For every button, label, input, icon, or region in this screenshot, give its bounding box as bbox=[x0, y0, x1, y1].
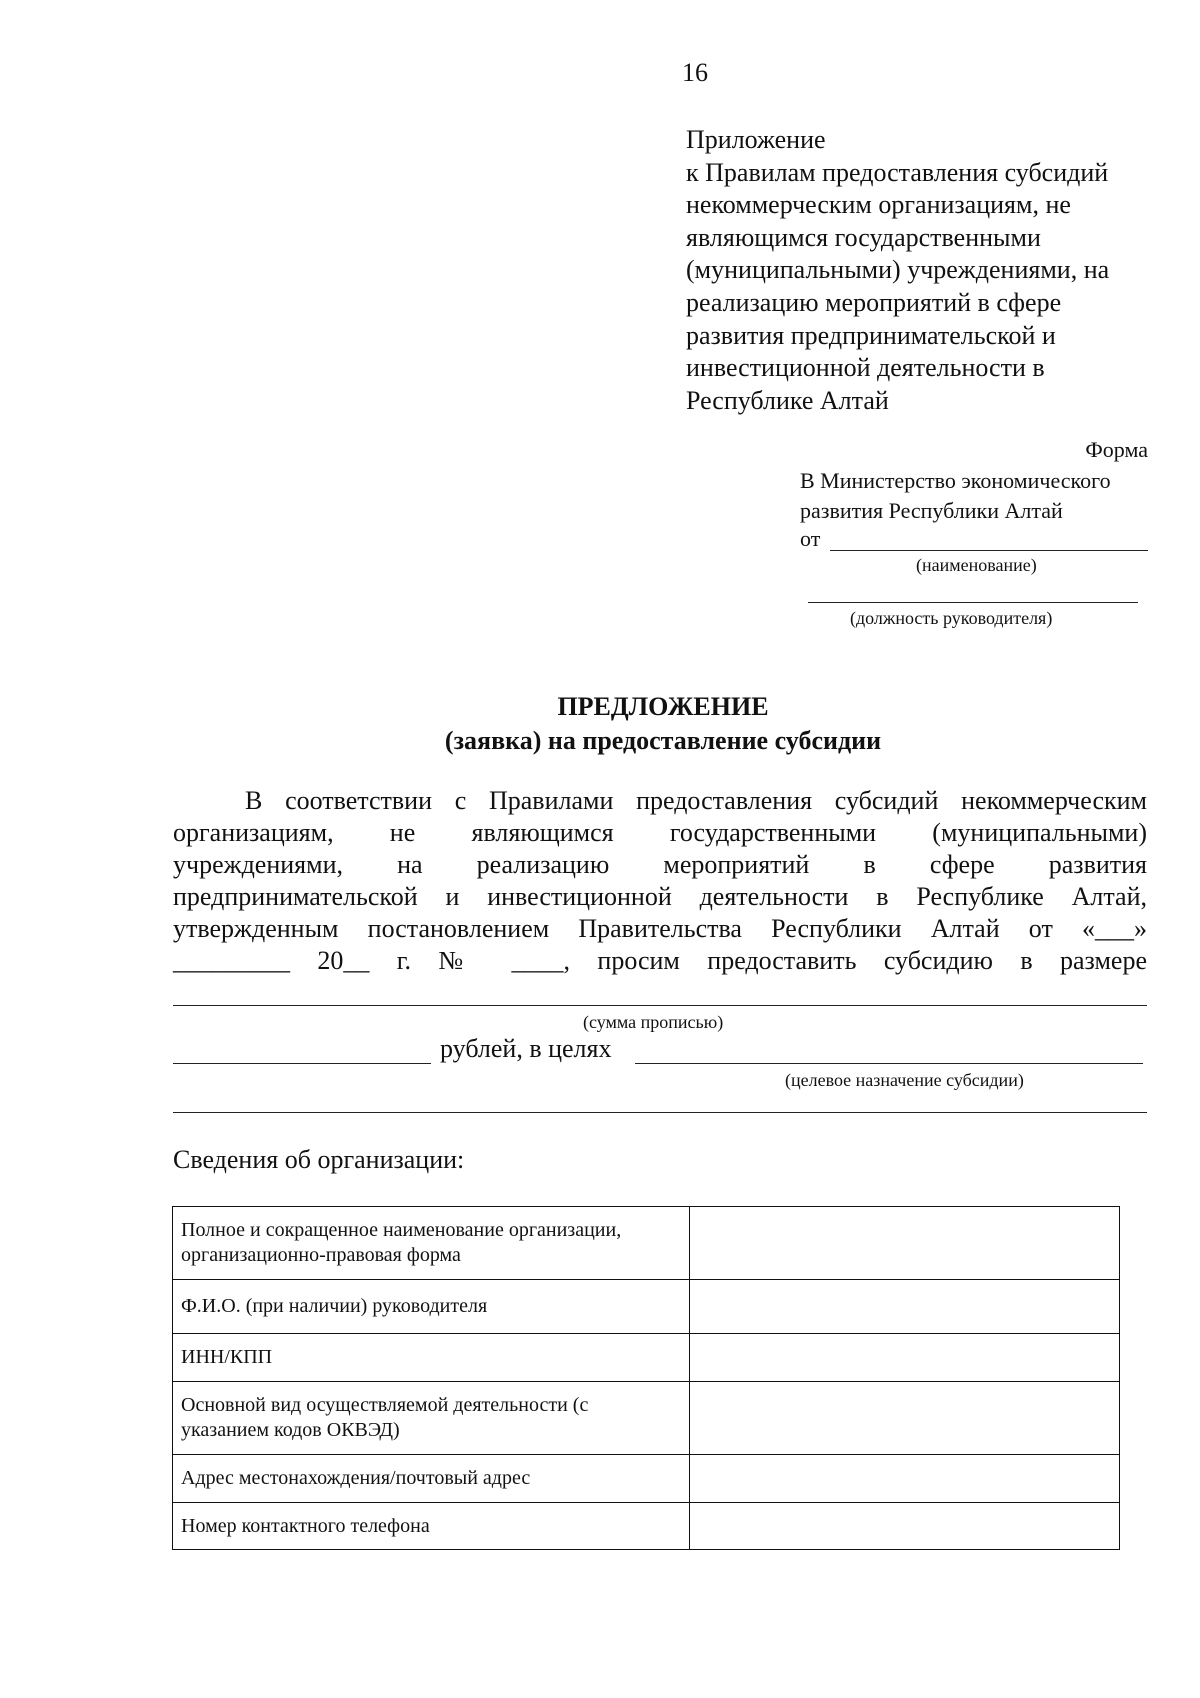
row-value-cell[interactable] bbox=[690, 1382, 1120, 1455]
form-label: Форма bbox=[1085, 437, 1148, 462]
document-title bbox=[0, 690, 1200, 758]
organization-info-table bbox=[172, 1206, 1120, 1550]
table-row bbox=[173, 1334, 1120, 1382]
annex-line: к Правилам предоставления субсидий bbox=[686, 157, 1109, 187]
table-row bbox=[173, 1503, 1120, 1550]
table-row bbox=[173, 1382, 1120, 1455]
body-line: учреждениями, на реализацию мероприятий в сфере развития bbox=[173, 850, 1147, 879]
recipient-line-2: развития Республики Алтай bbox=[800, 498, 1063, 523]
body-line: организациям, не являющимся государственными (муниципальными) bbox=[173, 818, 1147, 847]
annex-line: Приложение bbox=[686, 125, 826, 154]
sum-line[interactable] bbox=[173, 1005, 1147, 1006]
purpose-line-2[interactable] bbox=[173, 1112, 1147, 1113]
annex-line: развития предпринимательской и bbox=[686, 320, 1056, 350]
caption-name: (наименование) bbox=[916, 555, 1037, 575]
page-number: 16 bbox=[682, 58, 708, 87]
rubles-text: рублей, в целях bbox=[440, 1034, 612, 1063]
annex-line: (муниципальными) учреждениями, на bbox=[686, 255, 1110, 285]
row-value-cell[interactable] bbox=[690, 1280, 1120, 1334]
position-line[interactable] bbox=[808, 602, 1138, 603]
row-value-cell[interactable] bbox=[690, 1207, 1120, 1280]
caption-position: (должность руководителя) bbox=[850, 608, 1053, 628]
row-label: ИНН/КПП bbox=[173, 1334, 690, 1382]
row-label: Основной вид осуществляемой деятельности (с указанием кодов ОКВЭД) bbox=[173, 1382, 690, 1455]
amount-line[interactable] bbox=[173, 1063, 431, 1064]
caption-sum: (сумма прописью) bbox=[583, 1012, 724, 1032]
table-row bbox=[173, 1280, 1120, 1334]
section-title: Сведения об организации: bbox=[173, 1145, 465, 1174]
purpose-line[interactable] bbox=[635, 1063, 1143, 1064]
annex-line: некоммерческим организациям, не bbox=[686, 190, 1071, 220]
body-line: предпринимательской и инвестиционной деятельности в Республике Алтай, bbox=[173, 882, 1147, 911]
title-line-1: ПРЕДЛОЖЕНИЕ bbox=[557, 692, 769, 721]
table-row bbox=[173, 1207, 1120, 1280]
table-row bbox=[173, 1455, 1120, 1503]
row-label: Полное и сокращенное наименование организации, организационно-правовая форма bbox=[173, 1207, 690, 1280]
title-line-2: (заявка) на предоставление субсидии bbox=[444, 726, 882, 755]
from-label: от bbox=[800, 526, 821, 551]
annex-line: Республике Алтай bbox=[686, 385, 889, 415]
body-line: утвержденным постановлением Правительства Республики Алтай от «___» bbox=[173, 914, 1147, 943]
recipient-line-1: В Министерство экономического bbox=[800, 468, 1111, 493]
recipient-block bbox=[800, 466, 1111, 526]
annex-line: инвестиционной деятельности в bbox=[686, 353, 1045, 383]
caption-purpose: (целевое назначение субсидии) bbox=[785, 1070, 1024, 1090]
row-label: Адрес местонахождения/почтовый адрес bbox=[173, 1455, 690, 1503]
row-label: Ф.И.О. (при наличии) руководителя bbox=[173, 1280, 690, 1334]
body-line: _________ 20__ г. № ____, просим предоставить субсидию в размере bbox=[173, 946, 1147, 975]
row-value-cell[interactable] bbox=[690, 1455, 1120, 1503]
row-value-cell[interactable] bbox=[690, 1334, 1120, 1382]
applicant-name-line[interactable] bbox=[830, 550, 1148, 551]
row-label: Номер контактного телефона bbox=[173, 1503, 690, 1550]
annex-line: реализацию мероприятий в сфере bbox=[686, 287, 1062, 317]
body-line: В соответствии с Правилами предоставления субсидий некоммерческим bbox=[245, 786, 1147, 815]
annex-block bbox=[686, 124, 1109, 417]
annex-line: являющимся государственными bbox=[686, 222, 1041, 252]
row-value-cell[interactable] bbox=[690, 1503, 1120, 1550]
